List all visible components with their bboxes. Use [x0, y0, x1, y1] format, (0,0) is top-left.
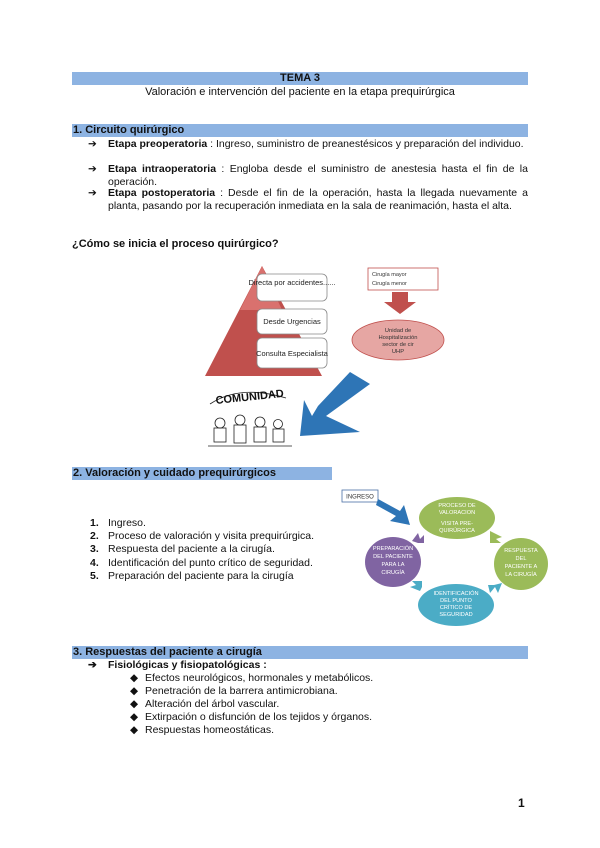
svg-text:CIRUGÍA: CIRUGÍA — [381, 570, 405, 576]
svg-text:SEGURIDAD: SEGURIDAD — [439, 612, 473, 618]
responses-subheading: ➔ Fisiológicas y fisiopatológicas : — [88, 659, 267, 671]
arrow-right-icon: ➔ — [88, 187, 97, 199]
svg-text:PREPARACIÓN: PREPARACIÓN — [372, 546, 414, 552]
surgical-process-figure — [200, 258, 445, 456]
stage-term: Etapa postoperatoria — [108, 187, 216, 199]
svg-text:DEL PUNTO: DEL PUNTO — [440, 598, 472, 604]
arrow-right-icon: ➔ — [88, 163, 97, 175]
ingreso-arrow-icon — [376, 499, 410, 525]
ellipse-line-2: Hospitalización — [378, 335, 418, 341]
stage-item-intraoperatoria — [88, 163, 528, 188]
svg-text:RESPUESTA: RESPUESTA — [504, 548, 538, 554]
cycle-arrow-icon — [490, 531, 502, 543]
section-3-heading: 3. Respuestas del paciente a cirugía — [72, 646, 528, 659]
stage-text: : Desde el fin de la operación, hasta la llegada nuevamente a planta, pasando por la recuperación inmediata en la sala de reanimación, hasta el alta. — [108, 187, 528, 212]
svg-text:VALORACION: VALORACION — [438, 510, 476, 516]
list-item: 1. Ingreso. — [90, 517, 146, 529]
svg-text:PARA LA: PARA LA — [381, 562, 405, 568]
cycle-arrow-icon — [410, 581, 422, 591]
title-bar — [72, 72, 528, 85]
preop-steps-list — [90, 517, 314, 583]
list-item: ◆ Respuestas homeostáticas. — [130, 724, 274, 736]
pyramid-label-consulta: Consulta Especialista — [256, 349, 328, 358]
cycle-arrow-icon — [488, 583, 502, 593]
cirugia-line-2: Cirugía menor — [372, 281, 407, 287]
svg-text:PACIENTE A: PACIENTE A — [504, 564, 538, 570]
svg-text:LA CIRUGÍA: LA CIRUGÍA — [505, 572, 537, 578]
page-number: 1 — [518, 796, 525, 810]
pyramid-label-urgencias: Desde Urgencias — [263, 317, 321, 326]
svg-text:CRÍTICO DE: CRÍTICO DE — [439, 605, 473, 611]
stage-text: : Engloba desde el suministro de anestesia hasta el fin de la operación. — [108, 163, 528, 188]
stage-term: Etapa intraoperatoria — [108, 163, 217, 175]
doc-title: TEMA 3 — [280, 72, 320, 84]
section-1-heading: 1. Circuito quirúrgico — [72, 124, 528, 137]
list-item: ◆ Penetración de la barrera antimicrobiana. — [130, 685, 338, 697]
ellipse-line-3: sector de cir — [382, 342, 414, 348]
svg-text:DEL PACIENTE: DEL PACIENTE — [373, 554, 413, 560]
svg-text:VISITA PRE-: VISITA PRE- — [441, 521, 473, 527]
comunidad-clipart — [208, 388, 292, 446]
list-item: 5. Preparación del paciente para la cirugía — [90, 569, 294, 582]
list-item: ◆ Efectos neurológicos, hormonales y metabólicos. — [130, 672, 374, 684]
diamond-bullet-icon: ◆ — [130, 711, 139, 723]
arrow-down-icon — [384, 292, 416, 314]
diamond-bullet-icon: ◆ — [130, 685, 139, 697]
ellipse-line-4: UHP — [391, 349, 405, 355]
list-item: ◆ Alteración del árbol vascular. — [130, 698, 280, 710]
section-2-heading: 2. Valoración y cuidado prequirúrgicos — [72, 467, 332, 480]
arrow-right-icon: ➔ — [88, 659, 97, 671]
diamond-bullet-icon: ◆ — [130, 672, 139, 684]
list-item: 2. Proceso de valoración y visita prequirúrgica. — [90, 530, 315, 543]
question-heading: ¿Cómo se inicia el proceso quirúrgico? — [72, 238, 279, 250]
list-item: ◆ Extirpación o disfunción de los tejidos y órganos. — [130, 711, 373, 723]
svg-text:DEL: DEL — [515, 556, 527, 562]
svg-text:IDENTIFICACIÓN: IDENTIFICACIÓN — [433, 591, 479, 597]
cycle-arrow-icon — [412, 533, 424, 543]
diamond-bullet-icon: ◆ — [130, 724, 139, 736]
stage-text: : Ingreso, suministro de preanestésicos y preparación del individuo. — [207, 138, 524, 150]
diamond-bullet-icon: ◆ — [130, 698, 139, 710]
preop-cycle-figure — [338, 485, 550, 627]
arrow-right-icon: ➔ — [88, 138, 97, 150]
svg-text:PROCESO DE: PROCESO DE — [438, 503, 476, 509]
ingreso-label: INGRESO — [346, 494, 374, 501]
cirugia-line-1: Cirugía mayor — [372, 272, 407, 278]
pyramid-label-directa-1: Directa por accidentes...... — [248, 278, 336, 287]
comunidad-label: COMUNIDAD — [215, 387, 285, 407]
stage-term: Etapa preoperatoria — [108, 138, 208, 150]
svg-text:QUIRÚRGICA: QUIRÚRGICA — [439, 528, 475, 534]
ellipse-line-1: Unidad de — [384, 328, 412, 334]
stage-item-postoperatoria — [88, 187, 528, 212]
doc-subtitle: Valoración e intervención del paciente en la etapa prequirúrgica — [145, 86, 455, 98]
stage-item-preoperatoria — [88, 138, 528, 151]
list-item: 4. Identificación del punto crítico de seguridad. — [90, 556, 313, 569]
list-item: 3. Respuesta del paciente a la cirugía. — [90, 543, 275, 556]
